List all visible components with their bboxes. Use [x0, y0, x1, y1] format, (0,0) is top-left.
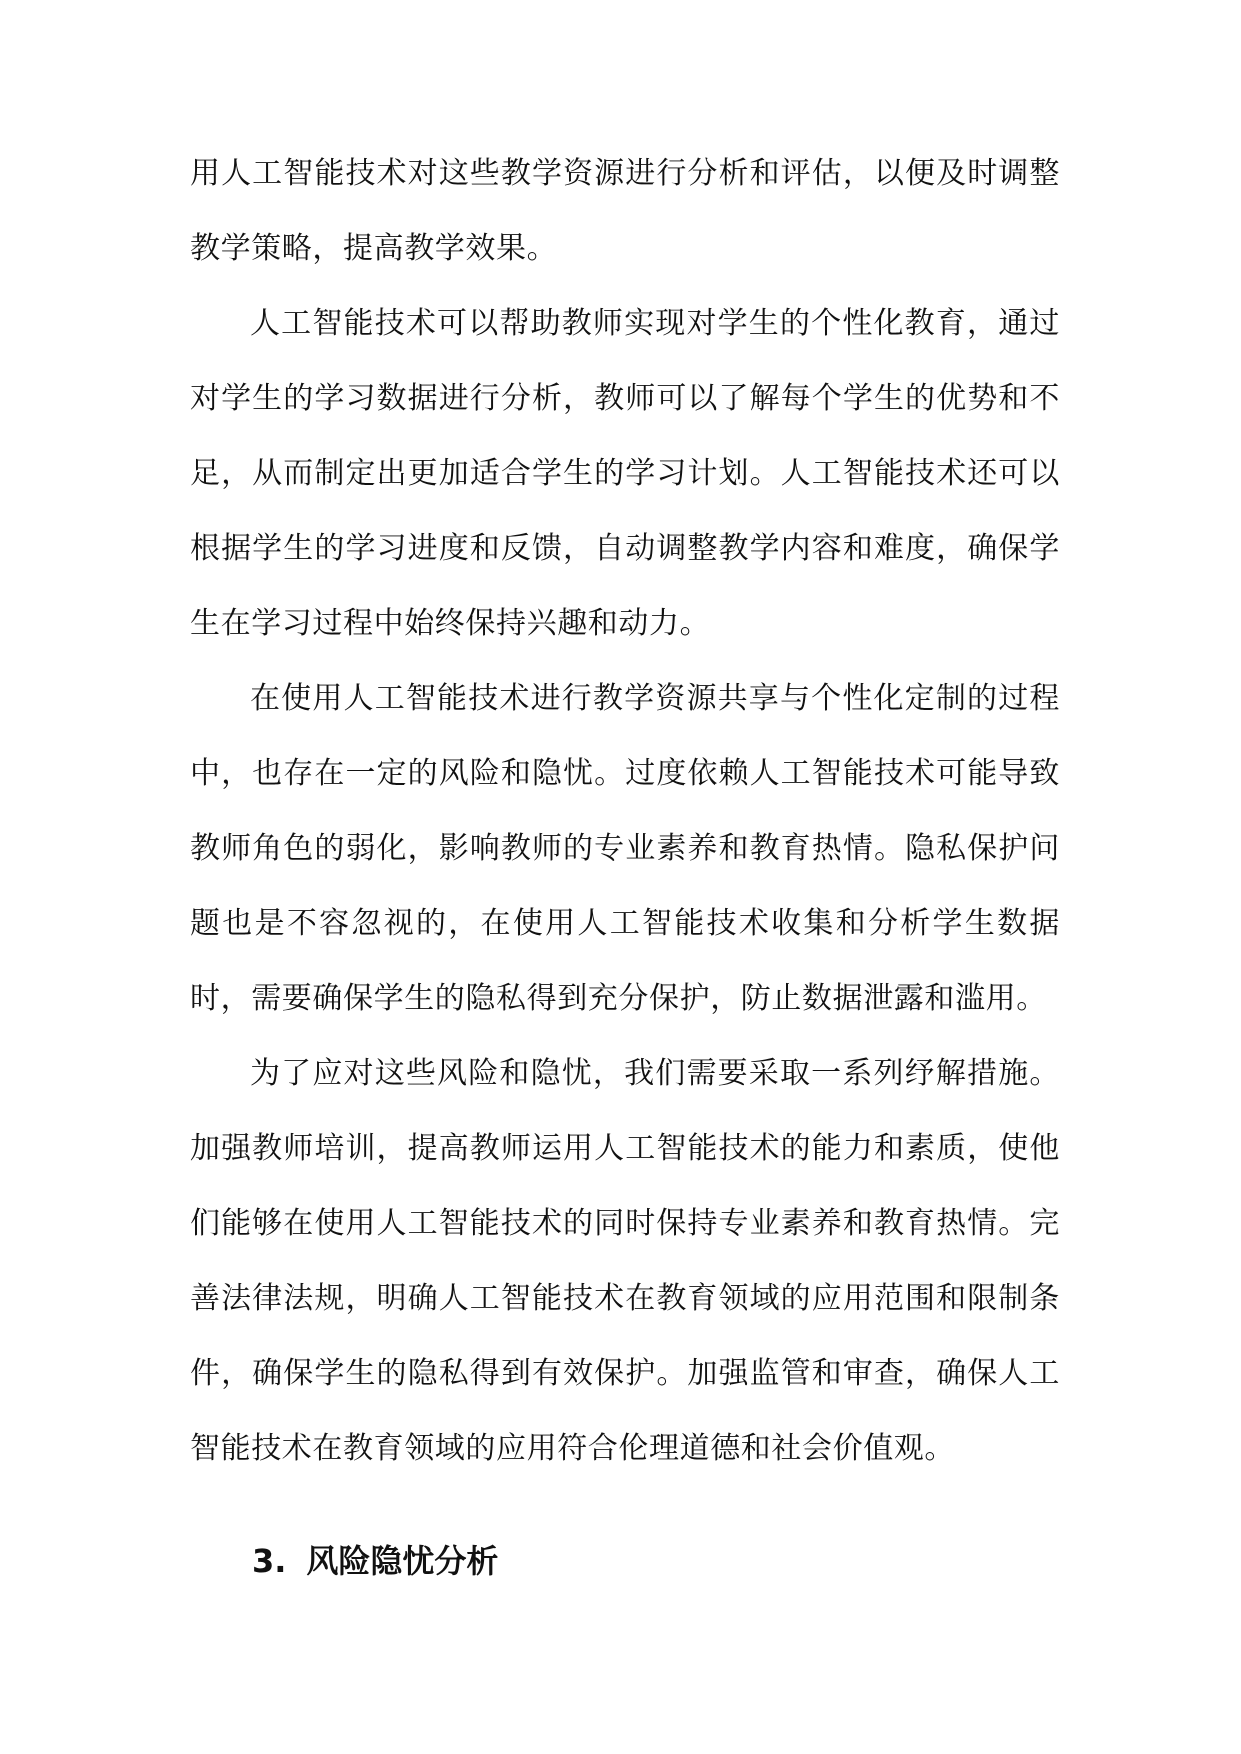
section-title: 风险隐忧分析	[306, 1542, 499, 1580]
paragraph-personalized-education: 人工智能技术可以帮助教师实现对学生的个性化教育，通过对学生的学习数据进行分析，教师可以了解每个学生的优势和不足，从而制定出更加适合学生的学习计划。人工智能技术还可以根据学生的学习进度和反馈，自动调整教学内容和难度，确保学生在学习过程中始终保持兴趣和动力。	[190, 306, 1060, 641]
section-number: 3.	[252, 1542, 287, 1580]
section-heading	[190, 1531, 1060, 1591]
paragraph-continuation: 用人工智能技术对这些教学资源进行分析和评估，以便及时调整教学策略，提高教学效果。	[190, 156, 1060, 266]
paragraph-risks: 在使用人工智能技术进行教学资源共享与个性化定制的过程中，也存在一定的风险和隐忧。过度依赖人工智能技术可能导致教师角色的弱化，影响教师的专业素养和教育热情。隐私保护问题也是不容忽视的，在使用人工智能技术收集和分析学生数据时，需要确保学生的隐私得到充分保护，防止数据泄露和滥用。	[190, 681, 1060, 1016]
document-body	[190, 136, 1060, 1591]
paragraph-mitigation: 为了应对这些风险和隐忧，我们需要采取一系列纾解措施。加强教师培训，提高教师运用人工智能技术的能力和素质，使他们能够在使用人工智能技术的同时保持专业素养和教育热情。完善法律法规，明确人工智能技术在教育领域的应用范围和限制条件，确保学生的隐私得到有效保护。加强监管和审查，确保人工智能技术在教育领域的应用符合伦理道德和社会价值观。	[190, 1056, 1060, 1466]
